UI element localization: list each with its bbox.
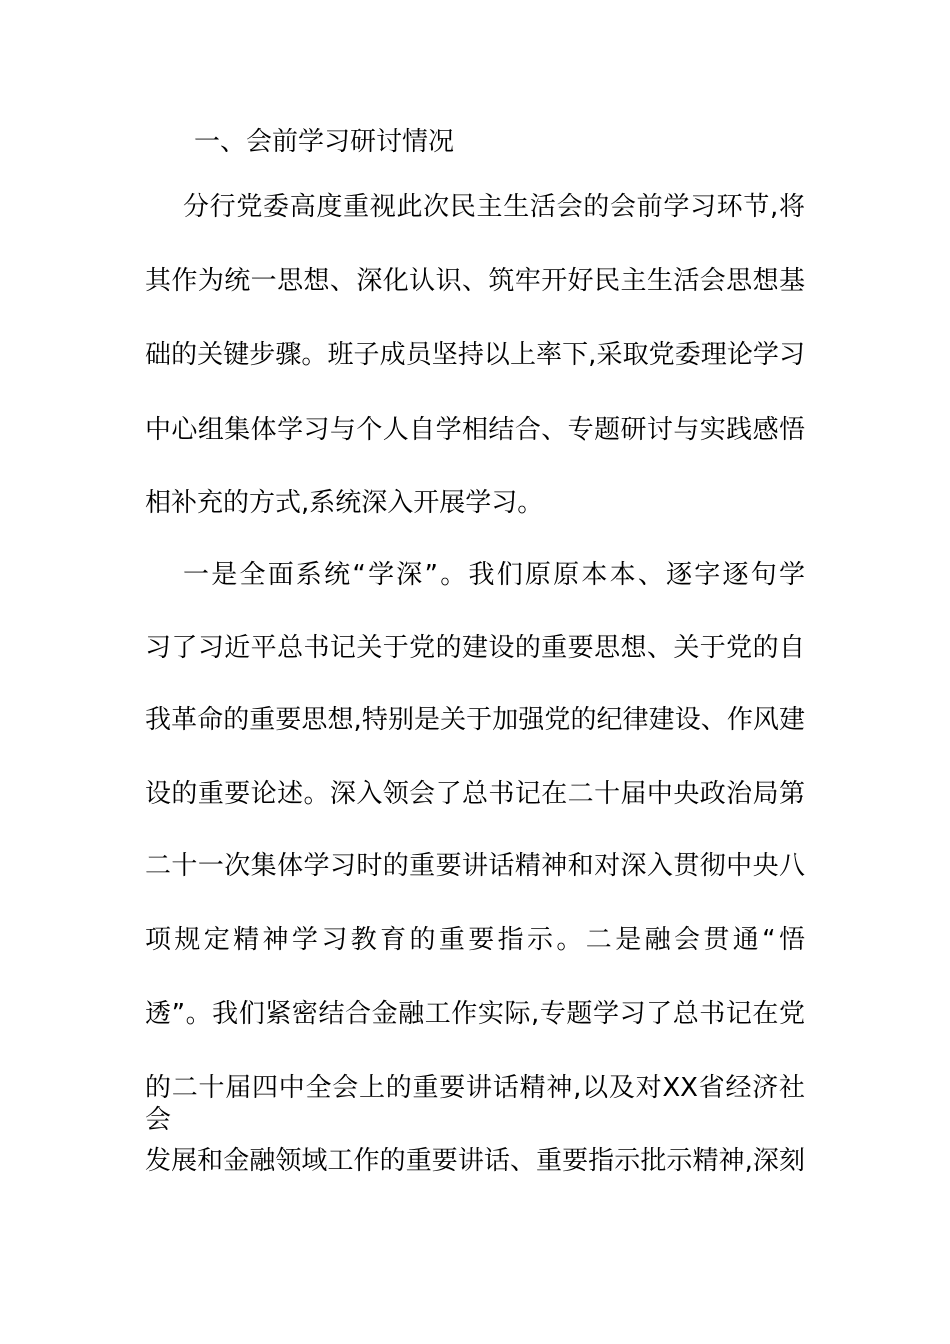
paragraph-line: 项规定精神学习教育的重要指示。二是融会贯通“悟	[145, 925, 805, 955]
paragraph-line: 分行党委高度重视此次民主生活会的会前学习环节,将	[183, 192, 805, 222]
paragraph-line: 相补充的方式,系统深入开展学习。	[145, 488, 544, 518]
paragraph-line: 发展和金融领域工作的重要讲话、重要指示批示精神,深刻	[145, 1146, 805, 1176]
paragraph-line: 其作为统一思想、深化认识、筑牢开好民主生活会思想基	[145, 266, 805, 296]
paragraph-line: 我革命的重要思想,特别是关于加强党的纪律建设、作风建	[145, 705, 805, 735]
paragraph-line: 习了习近平总书记关于党的建设的重要思想、关于党的自	[145, 633, 805, 663]
section-heading: 一、会前学习研讨情况	[194, 127, 455, 157]
paragraph-line: 的二十届四中全会上的重要讲话精神,以及对XX省经济社会	[145, 1073, 805, 1135]
paragraph-line: 础的关键步骤。班子成员坚持以上率下,采取党委理论学习	[145, 340, 805, 370]
paragraph-line: 设的重要论述。深入领会了总书记在二十届中央政治局第	[145, 779, 805, 809]
paragraph-line: 透”。我们紧密结合金融工作实际,专题学习了总书记在党	[145, 999, 805, 1029]
paragraph-line: 二十一次集体学习时的重要讲话精神和对深入贯彻中央八	[145, 851, 805, 881]
paragraph-line: 中心组集体学习与个人自学相结合、专题研讨与实践感悟	[145, 415, 805, 445]
paragraph-line: 一是全面系统“学深”。我们原原本本、逐字逐句学	[183, 560, 805, 590]
